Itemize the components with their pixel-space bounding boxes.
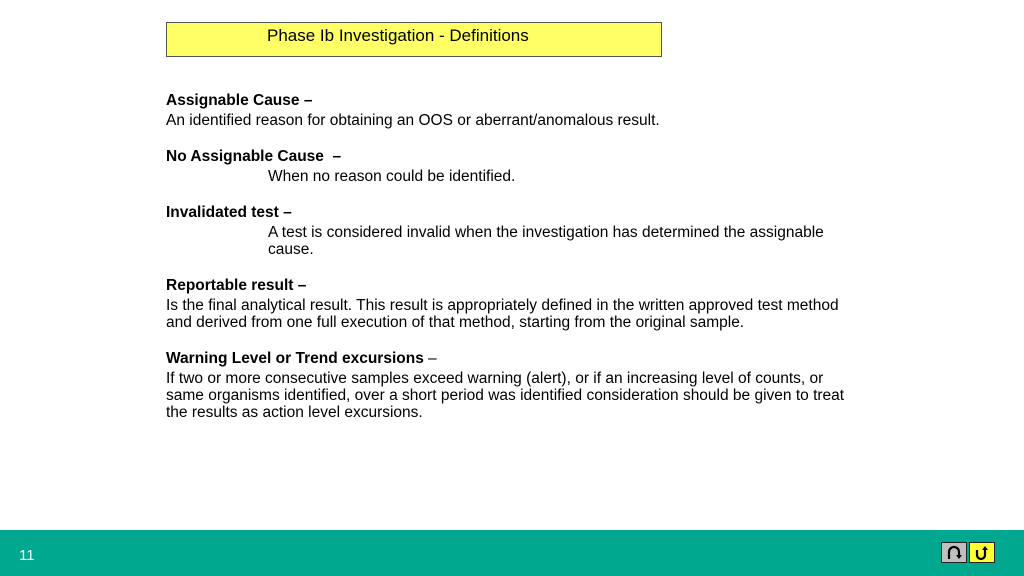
slide-title-box <box>166 22 662 57</box>
definition-term: Reportable result – <box>166 277 307 294</box>
definition-item <box>166 148 856 185</box>
definition-term: Invalidated test – <box>166 204 292 221</box>
definition-item <box>166 277 856 331</box>
return-button[interactable] <box>969 542 995 563</box>
back-button[interactable] <box>941 542 967 563</box>
definition-text: If two or more consecutive samples exceed warning (alert), or if an increasing level of counts, or same organisms identified, over a short period was identified consideration should be given to treat the results as action level excursions. <box>166 370 845 421</box>
page-number: 11 <box>19 547 35 564</box>
definition-item <box>166 350 856 421</box>
definition-text: When no reason could be identified. <box>268 168 516 185</box>
definition-item <box>166 204 856 258</box>
definition-term: Assignable Cause – <box>166 92 313 109</box>
definitions-list <box>166 92 856 440</box>
u-turn-back-icon <box>945 545 963 561</box>
slide-title: Phase Ib Investigation - Definitions <box>267 26 529 45</box>
definition-text: A test is considered invalid when the investigation has determined the assignable cause. <box>268 224 824 258</box>
definition-term: Warning Level or Trend excursions – <box>166 350 437 367</box>
definition-text: An identified reason for obtaining an OOS or aberrant/anomalous result. <box>166 112 660 129</box>
return-up-icon <box>973 545 991 561</box>
definition-text: Is the final analytical result. This result is appropriately defined in the written approved test method and derived from one full execution of that method, starting from the original sample. <box>166 297 839 331</box>
footer-bar <box>0 530 1024 576</box>
definition-term: No Assignable Cause – <box>166 148 342 165</box>
definition-item <box>166 92 856 129</box>
